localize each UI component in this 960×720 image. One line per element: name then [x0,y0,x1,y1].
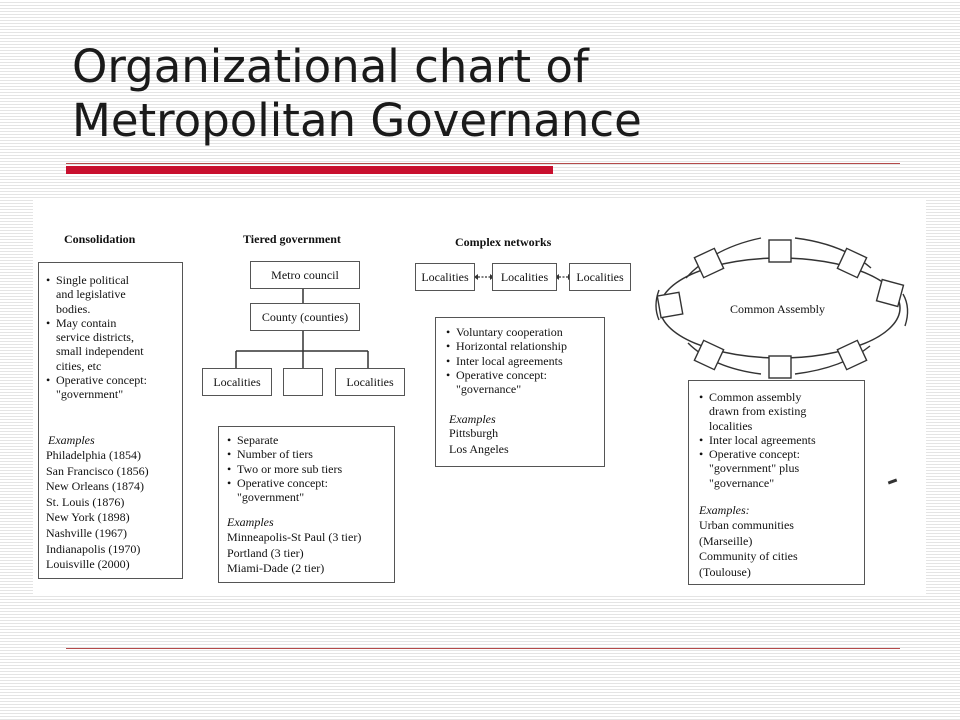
assembly-example: (Toulouse) [699,564,751,579]
slide-title-line-2: Metropolitan Governance [72,94,642,147]
complex-localities-1: Localities [415,263,475,291]
consolidation-example: Nashville (1967) [46,525,127,540]
metro-council-box: Metro council [250,261,360,289]
assembly-example: (Marseille) [699,533,753,548]
complex-bullet-4: • Operative concept: "governance" [446,368,567,397]
assembly-bullet-1: • Common assembly drawn from existing localities [699,390,816,433]
assembly-locality-box [769,240,791,262]
complex-localities-2: Localities [492,263,557,291]
complex-example: Pittsburgh [449,426,499,440]
common-assembly-label: Common Assembly [730,302,826,316]
tiered-example: Miami-Dade (2 tier) [227,561,325,576]
consolidation-bullet-3: • Operative concept: "government" [46,373,147,402]
tiered-localities-right: Localities [335,368,405,396]
slide-title-line-1: Organizational chart of [72,40,589,93]
tiered-bullet-2: • Number of tiers [227,447,342,461]
tiered-bullet-3: • Two or more sub tiers [227,462,342,476]
consolidation-examples-label: Examples [48,433,95,447]
consolidation-example: San Francisco (1856) [46,463,149,478]
tiered-bullet-4: • Operative concept: "government" [227,476,342,505]
title-rule-thin [66,163,900,164]
slide-title [72,40,892,148]
tiered-example: Portland (3 tier) [227,545,304,560]
tiered-bullet-1: • Separate [227,433,342,447]
consolidation-example: Philadelphia (1854) [46,448,141,462]
assembly-box [688,380,865,585]
assembly-examples-label: Examples: [699,503,750,517]
tiered-heading: Tiered government [243,232,341,246]
ring-arrow [903,294,908,326]
consolidation-example: New York (1898) [46,510,130,525]
consolidation-example: Louisville (2000) [46,557,130,572]
org-chart-figure [33,198,926,596]
complex-heading: Complex networks [455,235,552,249]
assembly-examples [699,518,798,580]
assembly-locality-box [877,280,904,307]
tiered-example: Minneapolis-St Paul (3 tier) [227,530,362,544]
complex-localities-3: Localities [569,263,631,291]
complex-bullet-2: • Horizontal relationship [446,339,567,353]
county-box: County (counties) [250,303,360,331]
tiered-localities-left: Localities [202,368,272,396]
tiered-examples-label: Examples [227,515,274,529]
consolidation-bullet-2: • May contain service districts, small independent cities, etc [46,316,147,373]
consolidation-heading: Consolidation [64,232,136,246]
consolidation-example: Indianapolis (1970) [46,541,141,556]
title-rule-accent [66,166,553,174]
assembly-example: Urban communities [699,518,794,532]
assembly-locality-box [837,248,866,277]
assembly-locality-box [769,356,791,378]
assembly-locality-box [657,292,682,317]
complex-bullet-1: • Voluntary cooperation [446,325,567,339]
consolidation-bullet-1: • Single political and legislative bodies. [46,273,147,316]
complex-bullet-3: • Inter local agreements [446,354,567,368]
assembly-example: Community of cities [699,549,798,564]
complex-examples-label: Examples [449,412,496,426]
footer-rule [66,648,900,649]
assembly-bullet-2: • Inter local agreements [699,433,816,447]
assembly-bullet-3: • Operative concept: "government" plus "governance" [699,447,816,490]
assembly-bullets [699,390,816,490]
complex-example: Los Angeles [449,441,509,456]
consolidation-example: St. Louis (1876) [46,494,125,509]
consolidation-example: New Orleans (1874) [46,479,144,494]
